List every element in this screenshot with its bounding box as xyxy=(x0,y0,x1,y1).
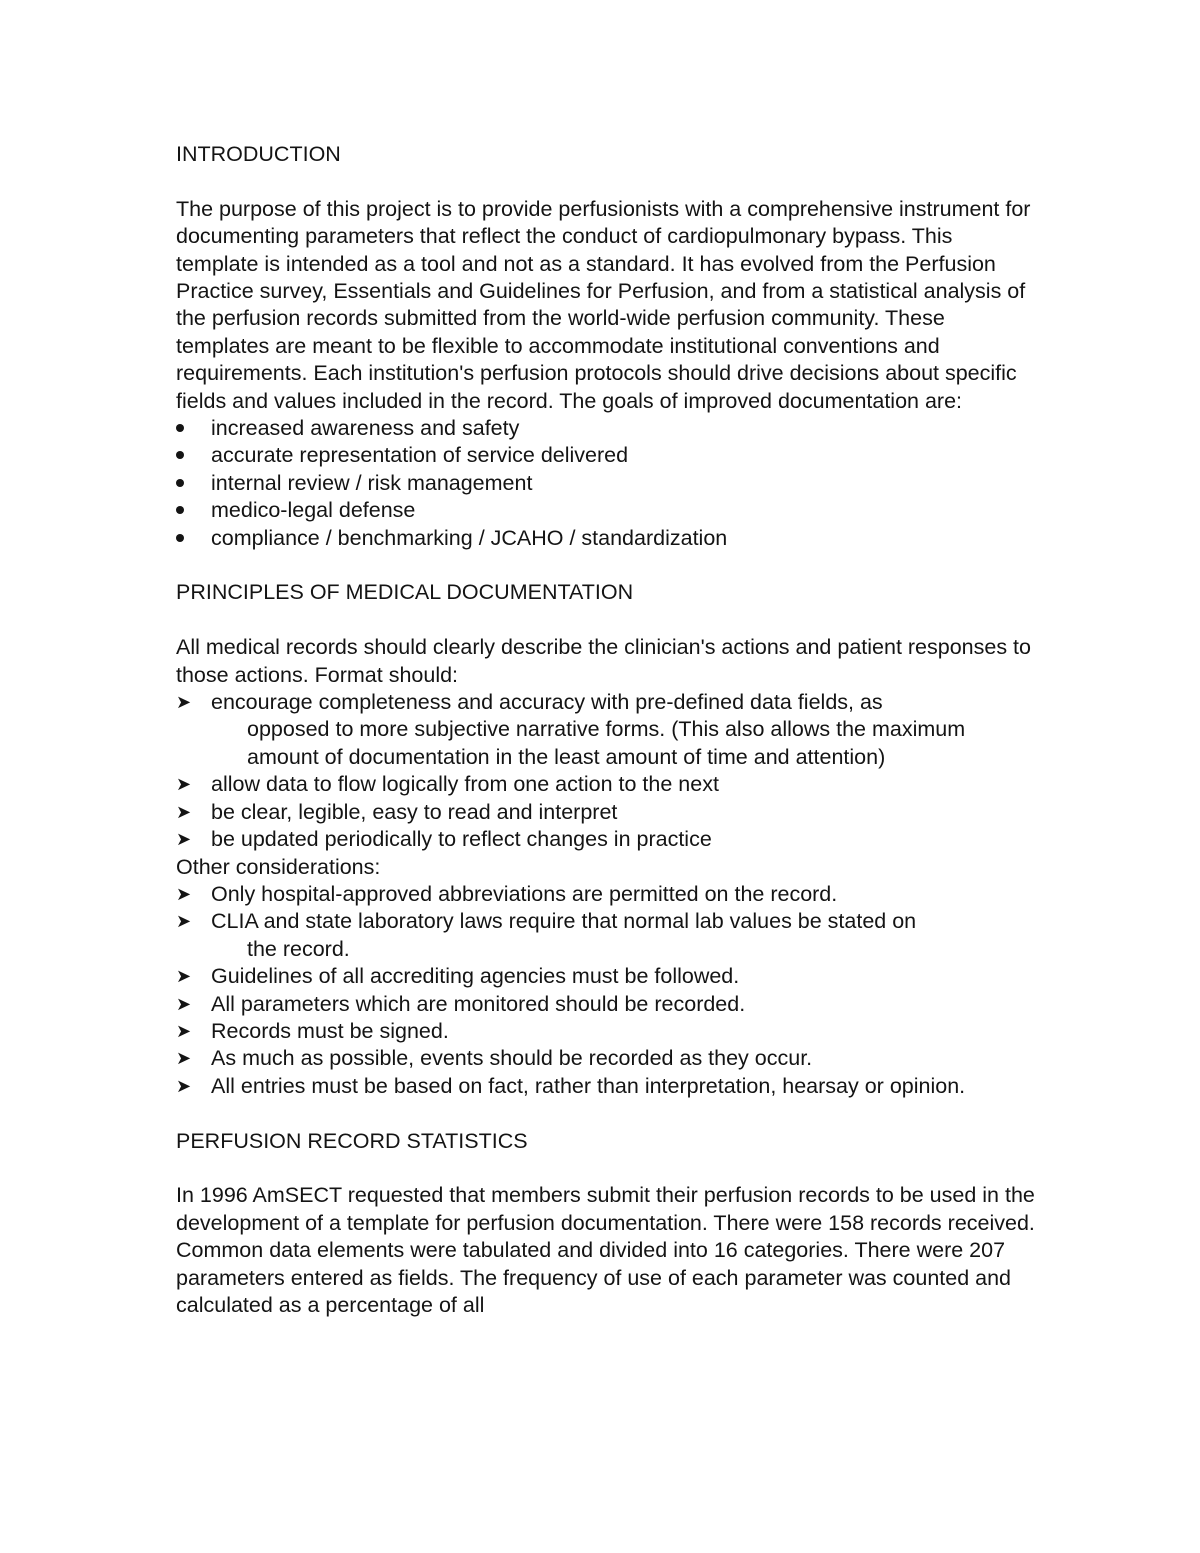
section-heading-principles: PRINCIPLES OF MEDICAL DOCUMENTATION xyxy=(176,580,634,605)
bullet-icon xyxy=(176,534,184,542)
bullet-icon xyxy=(176,479,184,487)
bullet-icon xyxy=(176,451,184,459)
arrow-bullet-icon: ➤ xyxy=(176,1020,192,1041)
list-item: ➤ be updated periodically to reflect changes in practice xyxy=(176,826,1036,853)
bullet-icon xyxy=(176,506,184,514)
arrow-bullet-icon: ➤ xyxy=(176,774,192,795)
list-item: medico-legal defense xyxy=(176,497,1036,524)
other-considerations-label: Other considerations: xyxy=(176,854,381,879)
arrow-bullet-icon: ➤ xyxy=(176,993,192,1014)
list-item: ➤ CLIA and state laboratory laws require that normal lab values be stated on the record. xyxy=(176,909,917,961)
arrow-bullet-icon: ➤ xyxy=(176,692,192,713)
arrow-bullet-icon: ➤ xyxy=(176,966,192,987)
list-item: ➤ Guidelines of all accrediting agencies must be followed. xyxy=(176,963,1036,990)
goals-list xyxy=(176,415,1036,552)
list-item: ➤ As much as possible, events should be recorded as they occur. xyxy=(176,1045,1036,1072)
section-heading-introduction: INTRODUCTION xyxy=(176,142,341,166)
other-considerations-list xyxy=(176,881,1036,1100)
document-page xyxy=(176,141,1036,1319)
list-item: accurate representation of service delivered xyxy=(176,442,1036,469)
bullet-icon xyxy=(176,424,184,432)
arrow-bullet-icon: ➤ xyxy=(176,1075,192,1096)
arrow-bullet-icon: ➤ xyxy=(176,911,192,932)
list-item: ➤ Records must be signed. xyxy=(176,1018,1036,1045)
list-item: internal review / risk management xyxy=(176,470,1036,497)
principles-paragraph: All medical records should clearly describe the clinician's actions and patient responses to those actions. Format should: xyxy=(176,635,1031,687)
list-item: ➤ be clear, legible, easy to read and interpret xyxy=(176,799,1036,826)
list-item: ➤ All entries must be based on fact, rather than interpretation, hearsay or opinion. xyxy=(176,1073,1036,1100)
arrow-bullet-icon: ➤ xyxy=(176,883,192,904)
arrow-bullet-icon: ➤ xyxy=(176,1048,192,1069)
arrow-bullet-icon: ➤ xyxy=(176,829,192,850)
arrow-bullet-icon: ➤ xyxy=(176,801,192,822)
format-list xyxy=(176,689,1036,853)
list-item: increased awareness and safety xyxy=(176,415,1036,442)
list-item: ➤ allow data to flow logically from one action to the next xyxy=(176,771,1036,798)
statistics-paragraph: In 1996 AmSECT requested that members submit their perfusion records to be used in the development of a template for perfusion documentation. There were 158 records received. Common data elements were tabulated and divided into 16 categories. There were 207 parameters entered as fields. The frequency of use of each parameter was counted and calculated as a percentage of all xyxy=(176,1183,1035,1317)
list-item: compliance / benchmarking / JCAHO / standardization xyxy=(176,525,1036,552)
introduction-paragraph: The purpose of this project is to provide perfusionists with a comprehensive instrument for documenting parameters that reflect the conduct of cardiopulmonary bypass. This template is intended as a tool and not as a standard. It has evolved from the Perfusion Practice survey, Essentials and Guidelines for Perfusion, and from a statistical analysis of the perfusion records submitted from the world-wide perfusion community. These templates are meant to be flexible to accommodate institutional conventions and requirements. Each institution's perfusion protocols should drive decisions about specific fields and values included in the record. The goals of improved documentation are: xyxy=(176,196,1031,413)
list-item: ➤ All parameters which are monitored should be recorded. xyxy=(176,991,1036,1018)
list-item: ➤ Only hospital-approved abbreviations are permitted on the record. xyxy=(176,881,1036,908)
list-item: ➤ encourage completeness and accuracy with pre-defined data fields, as opposed to more subjective narrative forms. (This also allows the maximum amount of documentation in the least amount of time and attention) xyxy=(176,690,966,769)
section-heading-statistics: PERFUSION RECORD STATISTICS xyxy=(176,1128,528,1153)
